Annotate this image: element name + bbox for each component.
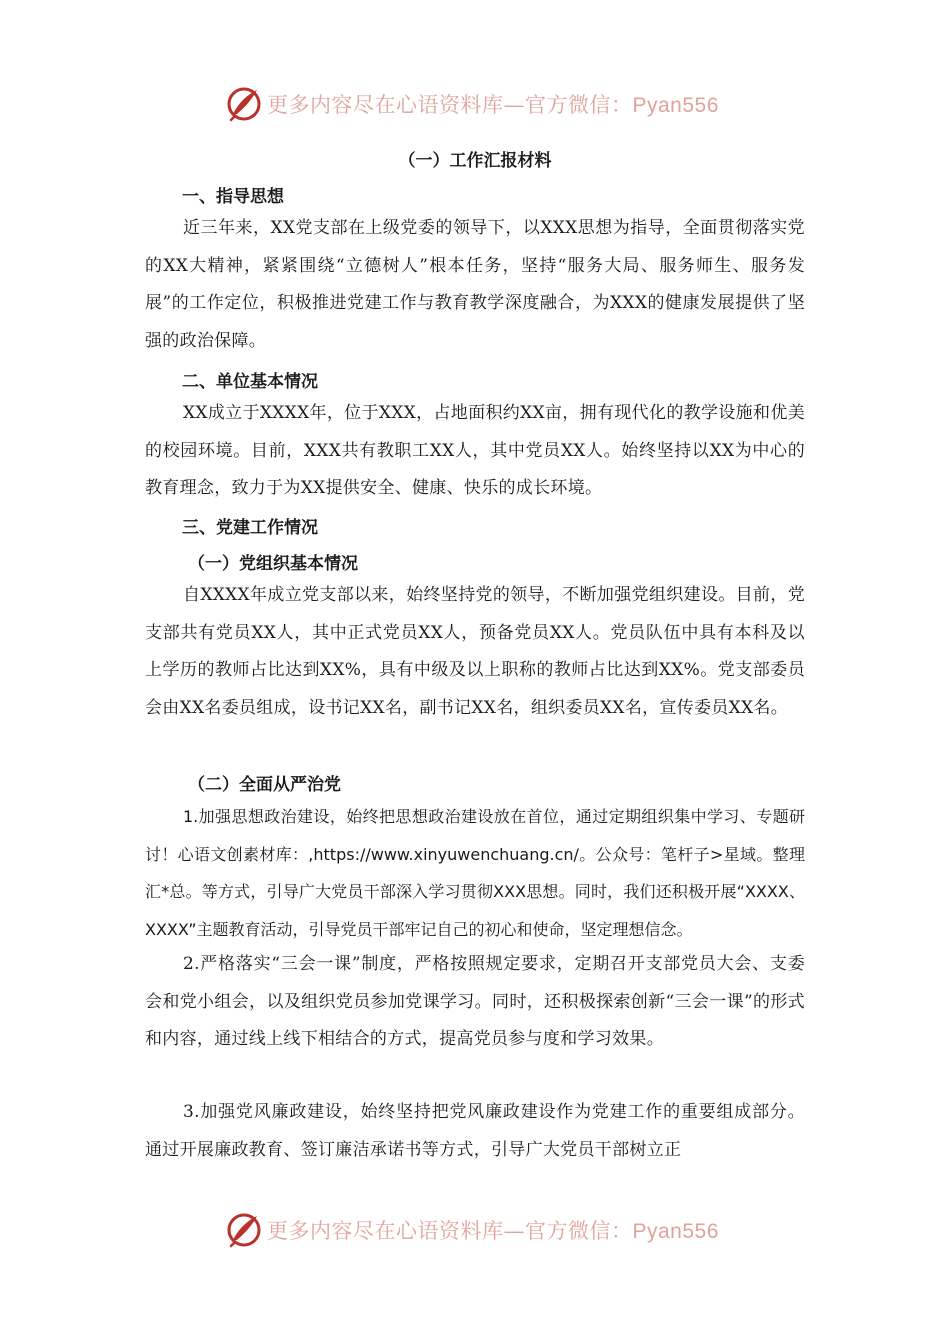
- list-item-three-meetings: 2.严格落实“三会一课”制度，严格按照规定要求，定期召开支部党员大会、支委会和党小组会，以及组织党员参加党课学习。同时，还积极探索创新“三会一课”的形式和内容，通过线上线下相结合的方式，提高党员参与度和学习效果。: [145, 954, 805, 1049]
- section-paragraph-unit-basics: XX成立于XXXX年，位于XXX，占地面积约XX亩，拥有现代化的教学设施和优美的校园环境。目前，XXX共有教职工XX人，其中党员XX人。始终坚持以XX为中心的教育理念，致力于为XX提供安全、健康、快乐的成长环境。: [145, 403, 805, 498]
- header-banner: [225, 82, 725, 126]
- banner-text: 更多内容尽在心语资料库—官方微信：Pyan556: [267, 93, 719, 117]
- section-heading-unit-basics: 二、单位基本情况: [182, 372, 318, 392]
- pen-logo-icon: [225, 84, 265, 124]
- banner-text: 更多内容尽在心语资料库—官方微信：Pyan556: [267, 1219, 719, 1243]
- subsection-heading-org-basics: （一）党组织基本情况: [188, 554, 358, 574]
- list-item-clean-governance: 3.加强党风廉政建设，始终坚持把党风廉政建设作为党建工作的重要组成部分。通过开展廉政教育、签订廉洁承诺书等方式，引导广大党员干部树立正: [145, 1102, 805, 1160]
- list-item-political-building: 1.加强思想政治建设，始终把思想政治建设放在首位，通过定期组织集中学习、专题研讨！心语文创素材库：,https://www.xinyuwenchuang.cn/。公众号：笔杆子>星域。整理汇*总。等方式，引导广大党员干部深入学习贯彻XXX思想。同时，我们还积极开展“XXXX、XXXX”主题教育活动，引导党员干部牢记自己的初心和使命，坚定理想信念。: [145, 807, 805, 939]
- subsection-paragraph-org-basics: 自XXXX年成立党支部以来，始终坚持党的领导，不断加强党组织建设。目前，党支部共有党员XX人，其中正式党员XX人，预备党员XX人。党员队伍中具有本科及以上学历的教师占比达到XX%，具有中级及以上职称的教师占比达到XX%。党支部委员会由XX名委员组成，设书记XX名，副书记XX名，组织委员XX名，宣传委员XX名。: [145, 585, 805, 718]
- document-title: （一）工作汇报材料: [398, 151, 552, 171]
- pen-logo-icon: [225, 1210, 265, 1250]
- section-heading-guiding-thought: 一、指导思想: [182, 187, 284, 207]
- subsection-heading-strict-governance: （二）全面从严治党: [188, 775, 341, 795]
- footer-banner: [225, 1208, 725, 1252]
- section-heading-party-work: 三、党建工作情况: [182, 518, 318, 538]
- section-paragraph-guiding-thought: 近三年来，XX党支部在上级党委的领导下，以XXX思想为指导，全面贯彻落实党的XX大精神，紧紧围绕“立德树人”根本任务，坚持“服务大局、服务师生、服务发展”的工作定位，积极推进党建工作与教育教学深度融合，为XXX的健康发展提供了坚强的政治保障。: [145, 218, 805, 351]
